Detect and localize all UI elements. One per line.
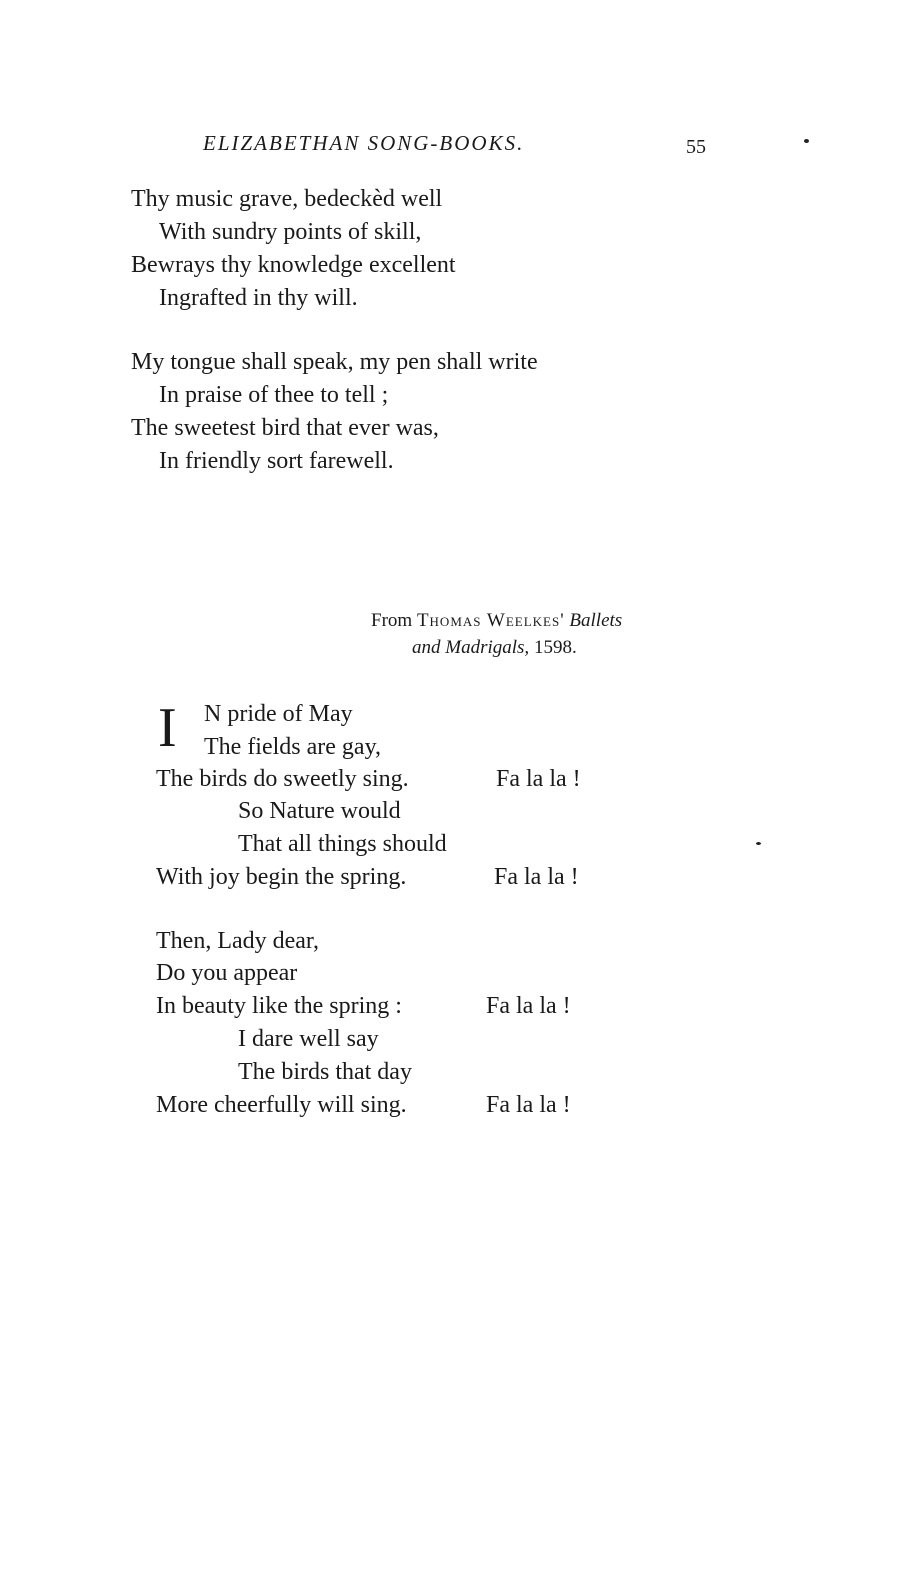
attribution-year: 1598. bbox=[533, 637, 577, 658]
attribution-title: Ballets bbox=[569, 610, 623, 631]
verse-line: N pride of May bbox=[204, 701, 353, 727]
drop-cap: I bbox=[158, 697, 177, 759]
verse-line: In praise of thee to tell ; bbox=[159, 382, 389, 408]
ink-speck bbox=[756, 842, 761, 845]
verse-line: The sweetest bird that ever was, bbox=[131, 415, 439, 441]
verse-line: The birds that day bbox=[238, 1059, 412, 1085]
verse-line: The fields are gay, bbox=[204, 734, 382, 760]
verse-line: More cheerfully will sing. bbox=[156, 1092, 407, 1118]
verse-line: Do you appear bbox=[156, 960, 298, 986]
verse-line: That all things should bbox=[238, 831, 447, 857]
verse-line: The birds do sweetly sing. bbox=[156, 766, 409, 792]
attribution-title: and Madrigals, bbox=[412, 637, 530, 658]
ink-speck bbox=[804, 139, 809, 143]
running-title: ELIZABETHAN SONG-BOOKS. bbox=[203, 131, 525, 155]
refrain: Fa la la ! bbox=[496, 766, 581, 792]
verse-line: Then, Lady dear, bbox=[156, 928, 319, 954]
verse-line: Ingrafted in thy will. bbox=[159, 285, 358, 311]
verse-line: In friendly sort farewell. bbox=[159, 448, 394, 474]
page-number: 55 bbox=[686, 136, 706, 158]
verse-line: So Nature would bbox=[238, 798, 401, 824]
verse-line: My tongue shall speak, my pen shall write bbox=[131, 349, 538, 375]
verse-line: I dare well say bbox=[238, 1026, 379, 1052]
refrain: Fa la la ! bbox=[486, 1092, 571, 1118]
verse-line: With sundry points of skill, bbox=[159, 219, 422, 245]
refrain: Fa la la ! bbox=[494, 864, 579, 890]
attribution-author: Thomas Weelkes' bbox=[416, 610, 565, 631]
refrain: Fa la la ! bbox=[486, 993, 571, 1019]
verse-line: Thy music grave, bedeckèd well bbox=[131, 186, 443, 212]
attribution-from: From bbox=[371, 610, 417, 631]
verse-line: In beauty like the spring : bbox=[156, 993, 402, 1019]
verse-line: With joy begin the spring. bbox=[156, 864, 407, 890]
verse-line: Bewrays thy knowledge excellent bbox=[131, 252, 456, 278]
